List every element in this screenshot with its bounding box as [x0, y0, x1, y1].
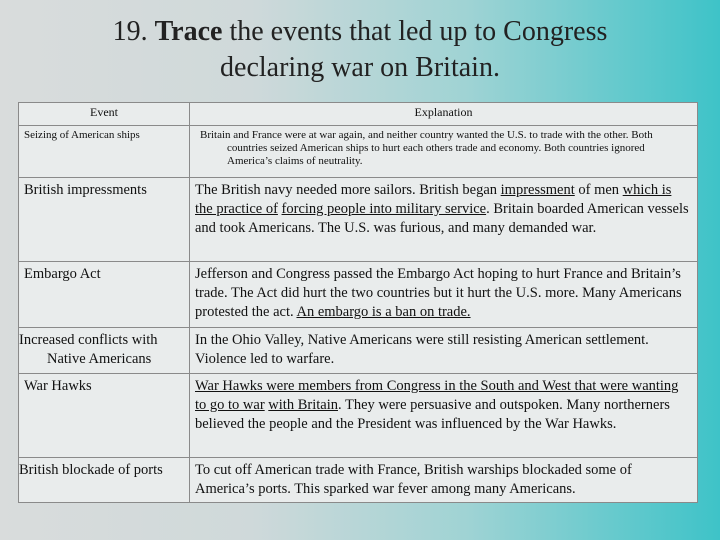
explanation-definition: War Hawks were members from Congress in the South and West that were wanting to go to war: [195, 378, 679, 413]
explanation-text: Britain and France were at war again, and neither country wanted the U.S. to trade with the other. Both countries seized American ships to hurt each others trade and economy. Both countries ignored America’s claims of neutrality.: [200, 129, 653, 167]
explanation-cell: To cut off American trade with France, British warships blockaded some of America’s ports. This sparked war fever among many Americans.: [190, 458, 698, 503]
explanation-term: with Britain: [268, 397, 338, 413]
explanation-text: Jefferson and Congress passed the Embargo Act hoping to hurt France and Britain’s trade. The Act did hurt the two countries but it hurt the U.S. more. Many Americans protested the act.: [195, 266, 682, 320]
title-text-line2: declaring war on Britain.: [220, 52, 500, 83]
table-row: [19, 126, 698, 178]
title-keyword: Trace: [154, 16, 223, 47]
event-cell: British impressments: [19, 178, 190, 262]
explanation-definition: An embargo is a ban on trade.: [296, 304, 471, 320]
header-explanation: Explanation: [190, 103, 698, 126]
title-text-line1: the events that led up to Congress: [229, 16, 608, 47]
explanation-term: impressment: [500, 182, 575, 198]
event-cell: Seizing of American ships: [19, 126, 190, 178]
table-row: [19, 328, 698, 374]
explanation-cell: [190, 178, 698, 262]
slide-title: [0, 14, 720, 86]
event-cell: British blockade of ports: [19, 458, 190, 503]
table-row: [19, 458, 698, 503]
table-row: [19, 178, 698, 262]
explanation-text: . They were persuasive and outspoken. Many northerners believed the people and the President was influenced by the War Hawks.: [195, 397, 670, 432]
explanation-text: The British navy needed more sailors. British began: [195, 182, 501, 198]
event-cell: Increased conflicts with Native Americans: [19, 328, 190, 374]
header-event: Event: [19, 103, 190, 126]
explanation-cell: [190, 262, 698, 328]
event-cell: Embargo Act: [19, 262, 190, 328]
explanation-definition: which is the practice of: [195, 182, 672, 217]
explanation-text: of men: [574, 182, 623, 198]
explanation-definition: forcing people into military service: [281, 201, 487, 217]
explanation-text: . Britain boarded American vessels and took Americans. The U.S. was furious, and many demanded war.: [195, 201, 689, 236]
explanation-cell: [190, 374, 698, 458]
table-row: [19, 262, 698, 328]
explanation-cell: In the Ohio Valley, Native Americans were still resisting American settlement. Violence led to warfare.: [190, 328, 698, 374]
table-header-row: [19, 103, 698, 126]
table-row: [19, 374, 698, 458]
title-number: 19.: [112, 16, 148, 47]
explanation-cell: [190, 126, 698, 178]
event-cell: War Hawks: [19, 374, 190, 458]
events-table: [18, 102, 698, 503]
